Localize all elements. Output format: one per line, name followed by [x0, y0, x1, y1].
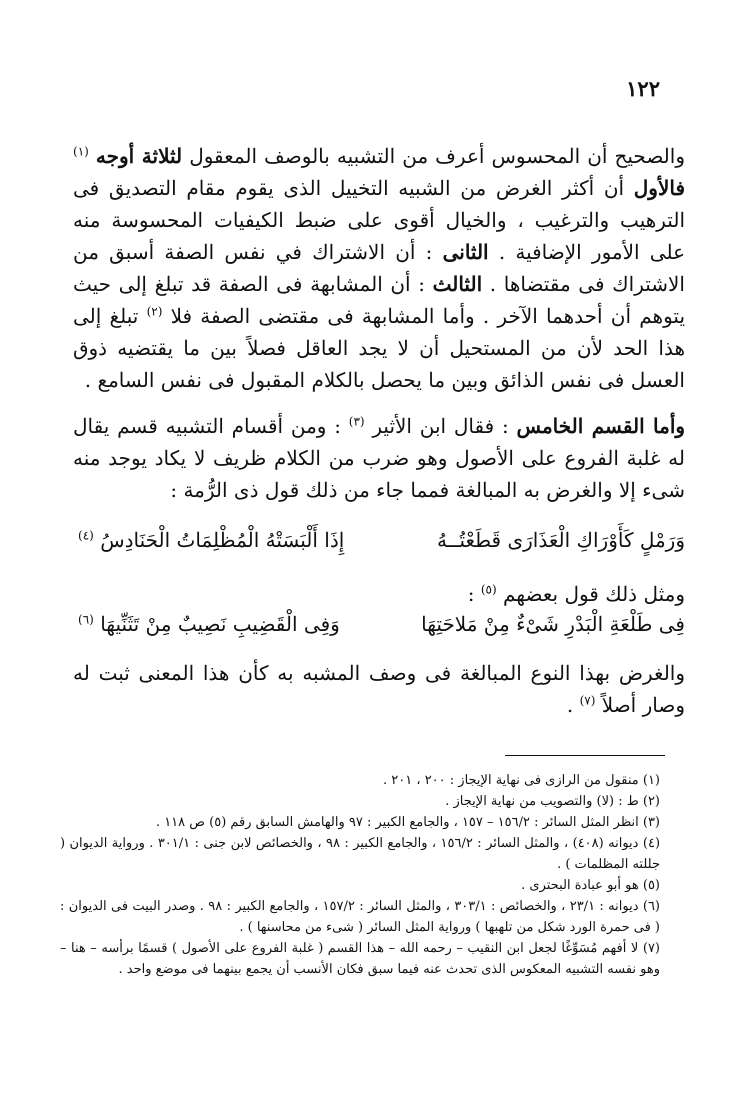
verse2-second-hemistich: وَفِى الْقَضِيبِ نَصِيبٌ مِنْ تَثَنِّيهَا	[100, 612, 340, 636]
para1-third-text-b: تبلغ إلى هذا الحد لأن من المستحيل أن لا يجد العاقل فصلاً بين ما يقتضيه ذوق العسل فى نفس الذائق وبين ما يحصل بالكلام المقبول فى نفس السامع .	[73, 304, 685, 392]
para1-opening: والصحيح أن المحسوس أعرف من التشبيه بالوصف المعقول	[189, 144, 685, 168]
para4-text: والغرض بهذا النوع المبالغة فى وصف المشبه به كأن هذا المعنى ثبت له وصار أصلاً	[73, 661, 685, 717]
footnote-ref-5[interactable]: (٥)	[480, 582, 497, 597]
footnote-ref-7[interactable]: (٧)	[579, 693, 596, 708]
para1-third-label: الثالث	[432, 272, 483, 296]
verse1-first-hemistich: وَرَمْلٍ كَأَوْرَاكِ الْعَذَارَى قَطَعْتُــهُ	[437, 528, 685, 552]
footnote-ref-2[interactable]: (٢)	[146, 304, 163, 319]
footnote-2: (٢) ط : (لا) والتصويب من نهاية الإيجاز .	[445, 794, 660, 809]
footnotes	[60, 770, 660, 980]
para4-end: .	[566, 693, 574, 717]
footnote-6: (٦) ديوانه : ٢٣/١ ، والخصائص : ٣٠٣/١ ، والمثل السائر : ١٥٧/٢ ، والجامع الكبير : ٩٨ . وصدر البيت فى الديوان : ( فى حمرة الورد شكل من تلهبها ) ورواية المثل السائر ( شىء من محاسنها ) .	[60, 899, 660, 935]
footnote-ref-3[interactable]: (٣)	[348, 414, 365, 429]
footnote-4: (٤) ديوانه (٤٠٨) ، والمثل السائر : ١٥٦/٢ ، والجامع الكبير : ٩٨ ، والخصائص لابن جنى : ٣٠١/١ . ورواية الديوان ( جللته المظلمات ) .	[60, 836, 661, 872]
para2-text-b: : ومن أقسام التشبيه قسم يقال له غلبة الفروع على الأصول وهو ضرب من الكلام ظريف لا يكاد يوجد منه شىء إلا والغرض به المبالغة فمما جاء من ذلك قول ذى الرُّمة :	[73, 414, 685, 502]
footnote-ref-4[interactable]: (٤)	[78, 528, 94, 543]
para1-three-reasons: لثلاثة أوجه	[95, 144, 183, 168]
para2-label: وأما القسم الخامس	[516, 414, 686, 438]
para1-second-text: : أن الاشتراك في نفس الصفة أسبق من الاشتراك فى مقتضاها .	[73, 240, 685, 296]
para3-text: ومثل ذلك قول بعضهم	[503, 582, 685, 606]
para2-text-a: : فقال ابن الأثير	[372, 414, 509, 438]
verse-buhturi	[70, 604, 685, 644]
footnote-7: (٧) لا أفهم مُسَوِّغًا لجعل ابن النقيب – رحمه الله – هذا القسم ( غلبة الفروع على الأصول ) قسمًا برأسه – هنا – وهو نفسه التشبيه المعكوس الذى تحدث عنه فيما سبق فكان الأنسب أن يجمع بينهما فى موضع واحد .	[60, 941, 660, 977]
footnote-3: (٣) انظر المثل السائر : ١٥٦/٢ – ١٥٧ ، والجامع الكبير : ٩٧ والهامش السابق رقم (٥) ص ١١٨ .	[155, 815, 660, 830]
para1-first-text: أن أكثر الغرض من الشبيه التخييل الذى يقوم مقام التصديق فى الترهيب والترغيب ، والخيال أقوى على ضبط الكيفيات المحسوسة منه على الأمور الإضافية .	[73, 176, 686, 264]
para3-end: :	[467, 582, 475, 606]
footnote-5: (٥) هو أبو عبادة البحترى .	[521, 878, 660, 893]
paragraph-purpose	[73, 657, 685, 721]
para1-third-text-a: : أن المشابهة فى الصفة قد تبلغ إلى حيث يتوهم أن أحدهما الآخر . وأما المشابهة فى مقتضى الصفة فلا	[73, 272, 686, 328]
footnote-separator	[505, 755, 665, 756]
footnote-ref-6[interactable]: (٦)	[78, 612, 94, 627]
verse2-first-hemistich: فِى طَلْعَةِ الْبَدْرِ شَىْءٌ مِنْ مَلاحَتِهَا	[421, 612, 685, 636]
verse1-second-hemistich: إِذَا أَلْبَسَتْهُ الْمُظْلِمَاتُ الْحَنَادِسُ	[100, 528, 345, 552]
verse-dhu-al-rumma	[70, 520, 685, 560]
verse1-second-hemistich-wrap	[78, 520, 344, 560]
para1-second-label: الثانى	[442, 240, 489, 264]
para1-first-label: فالأول	[633, 176, 686, 200]
footnote-ref-1[interactable]: (١)	[73, 144, 89, 159]
footnote-1: (١) منقول من الرازى فى نهاية الإيجاز : ٢٠٠ ، ٢٠١ .	[383, 773, 660, 788]
paragraph-comparison	[73, 140, 685, 396]
verse2-second-hemistich-wrap	[78, 604, 340, 644]
page-number: ١٢٢	[626, 76, 660, 101]
paragraph-fifth-section	[73, 410, 685, 506]
